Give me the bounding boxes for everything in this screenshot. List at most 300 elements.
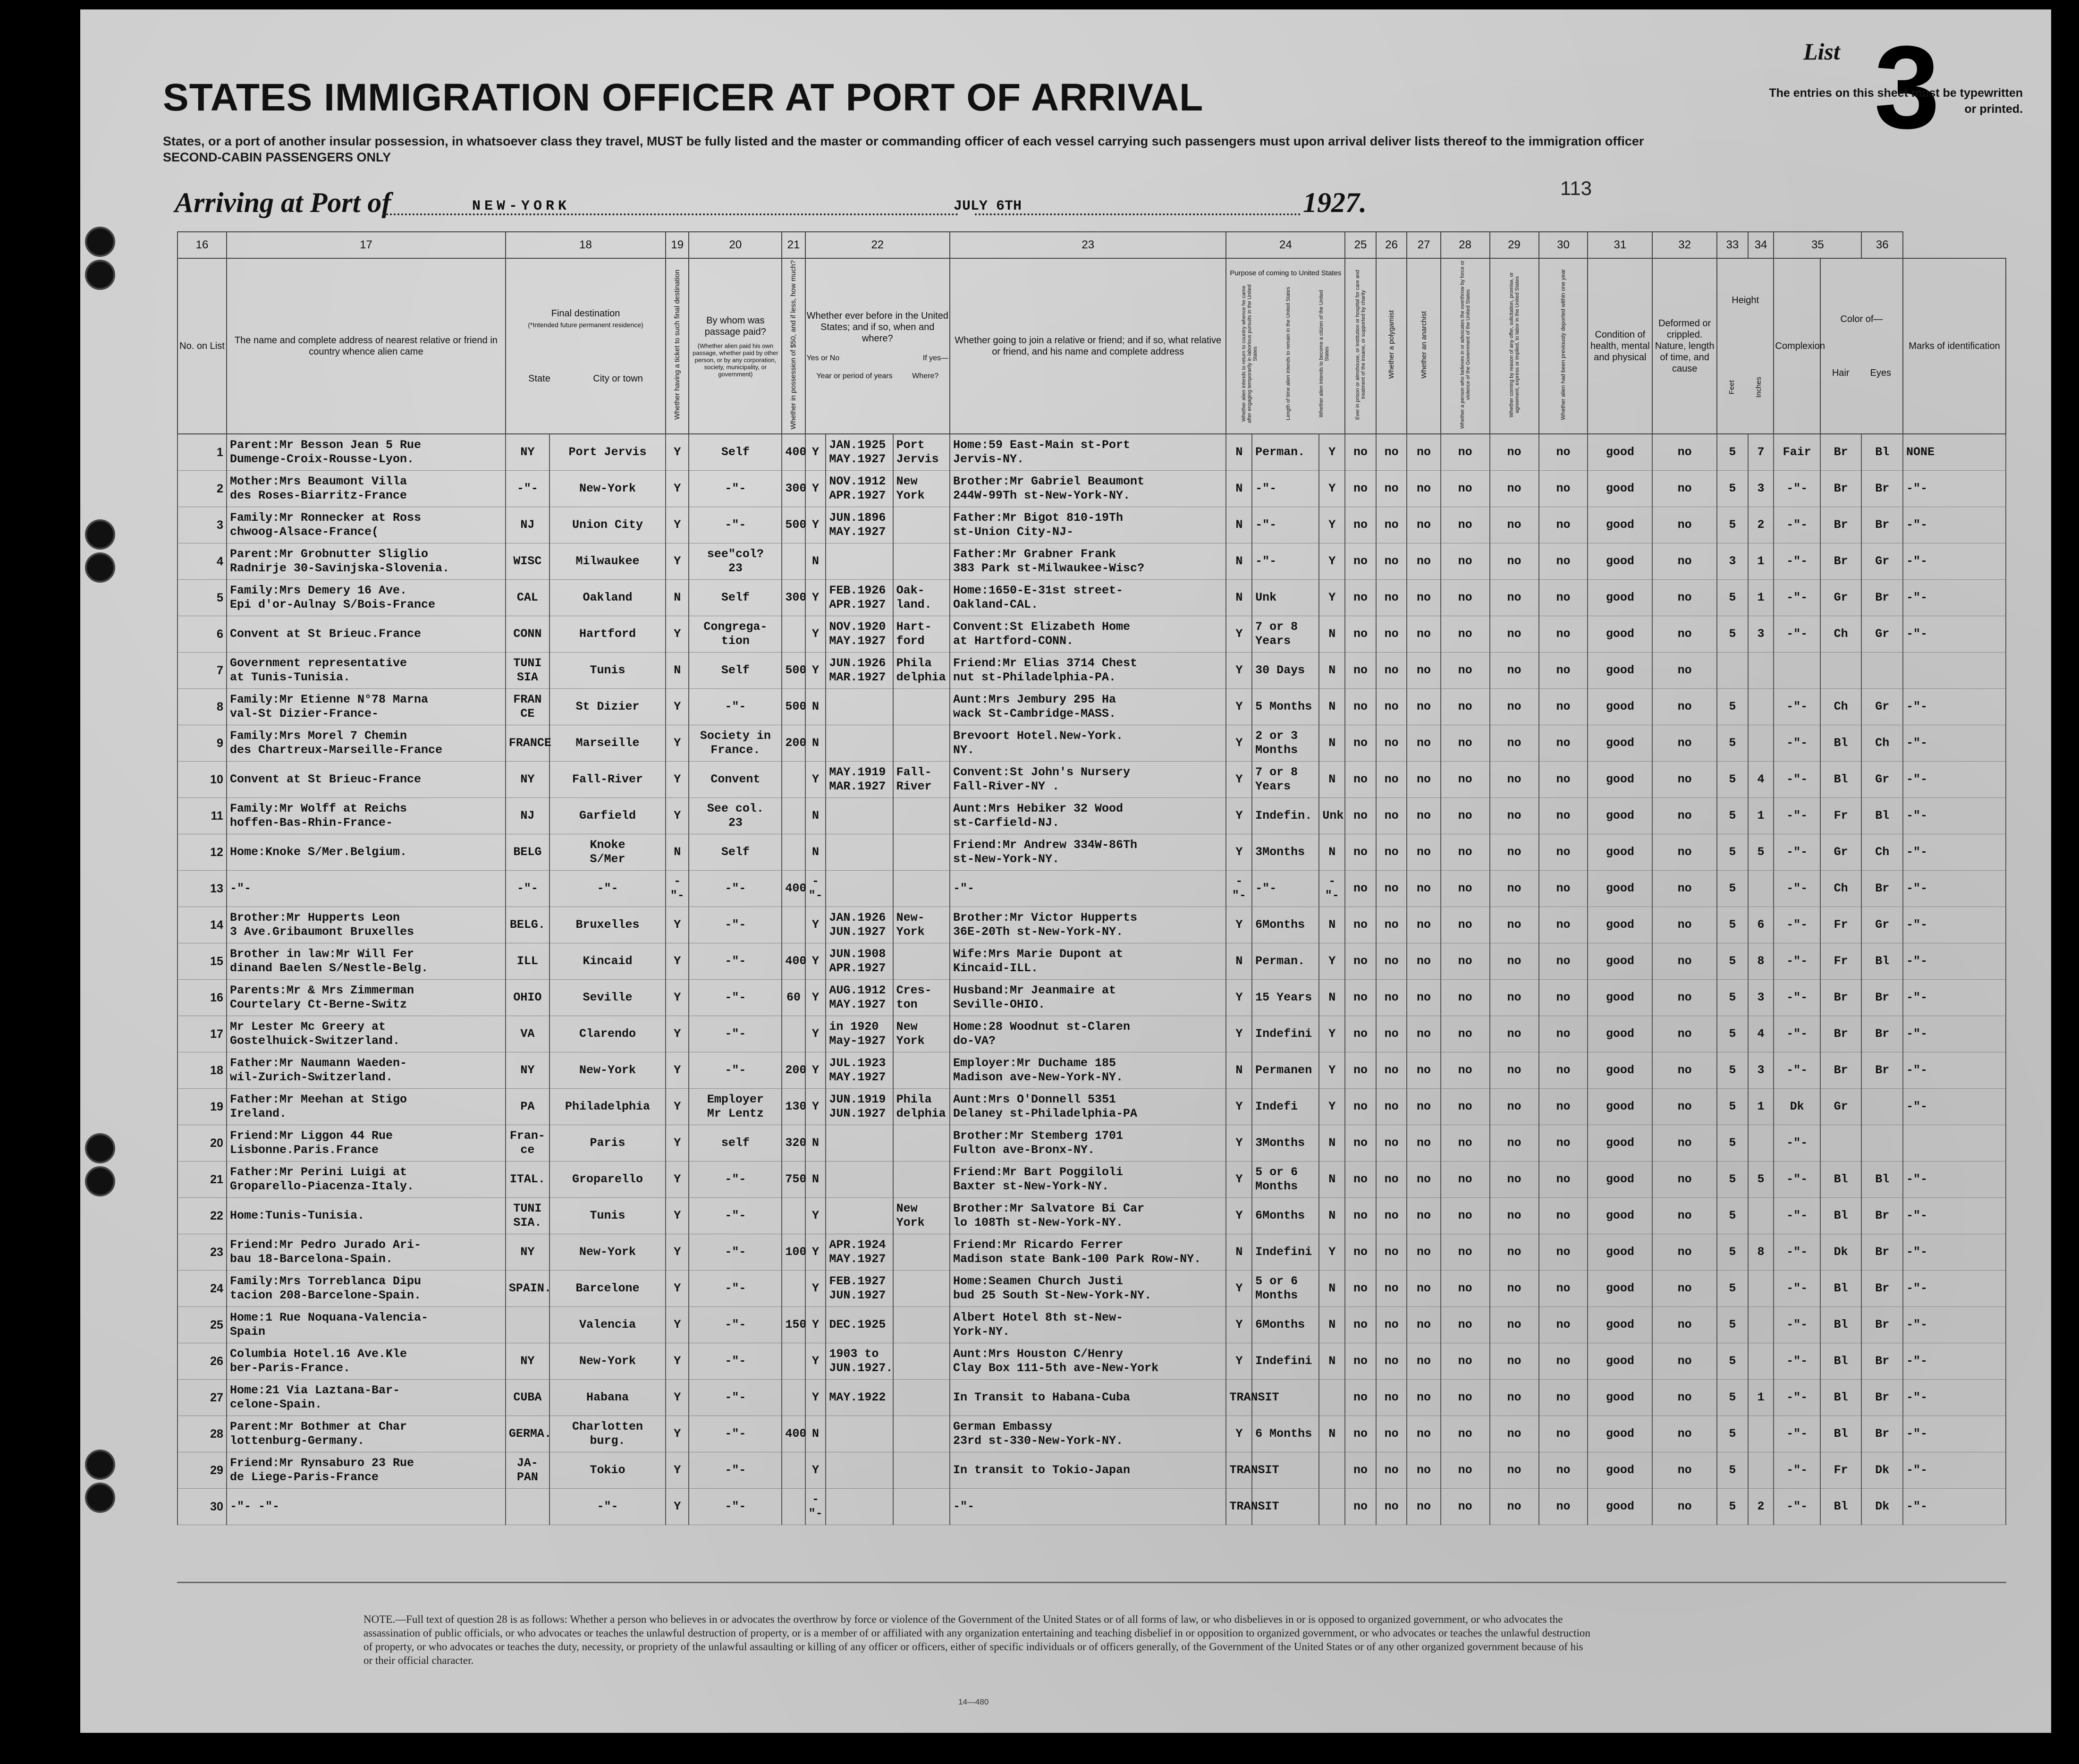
cell-in: 1 xyxy=(1748,1088,1774,1125)
header-before-us xyxy=(805,258,950,434)
cell-q28: no xyxy=(1441,652,1490,688)
cell-joining: Home:Seamen Church Justi bud 25 South St-New-York-NY. xyxy=(950,1270,1226,1306)
cell-joining: Wife:Mrs Marie Dupont at Kincaid-ILL. xyxy=(950,943,1226,979)
cell-city: Seville xyxy=(549,979,666,1016)
cell-q26: no xyxy=(1376,470,1407,507)
cell-q25: no xyxy=(1345,434,1376,470)
cell-p3: N xyxy=(1319,1416,1345,1452)
cell-p1: Y xyxy=(1226,907,1252,943)
cell-yn: Y xyxy=(805,979,826,1016)
cell-ticket: Y xyxy=(666,1343,689,1379)
cell-q30: no xyxy=(1539,1234,1588,1270)
list-note: The entries on this sheet must be typewritten or printed. xyxy=(1769,86,2023,116)
cell-q26: no xyxy=(1376,543,1407,579)
cell-ticket: Y xyxy=(666,1016,689,1052)
cell-eyes: Br xyxy=(1861,1270,1903,1306)
cell-q27: no xyxy=(1407,470,1440,507)
cell-q30: no xyxy=(1539,870,1588,907)
cell-no: 3 xyxy=(177,507,227,543)
cell-p1: N xyxy=(1226,579,1252,616)
cell-q30: no xyxy=(1539,1016,1588,1052)
cell-joining: Home:28 Woodnut st-Claren do-VA? xyxy=(950,1016,1226,1052)
cell-p3: N xyxy=(1319,761,1345,797)
cell-p3: N xyxy=(1319,688,1345,725)
cell-hair: Bl xyxy=(1820,1488,1862,1525)
cell-q28: no xyxy=(1441,1234,1490,1270)
cell-health: good xyxy=(1588,1270,1652,1306)
cell-q28: no xyxy=(1441,507,1490,543)
cell-joining: Father:Mr Bigot 810-19Th st-Union City-NJ- xyxy=(950,507,1226,543)
cell-ticket: Y xyxy=(666,979,689,1016)
cell-comp: -"- xyxy=(1774,943,1820,979)
cell-yn: Y xyxy=(805,434,826,470)
cell-hair: Ch xyxy=(1820,616,1862,652)
cell-marks: -"- xyxy=(1903,1379,2006,1416)
cell-q28: no xyxy=(1441,1052,1490,1088)
cell-q29: no xyxy=(1490,1452,1539,1488)
cell-marks: -"- xyxy=(1903,688,2006,725)
cell-p3 xyxy=(1319,1452,1345,1488)
cell-q26: no xyxy=(1376,1052,1407,1088)
cell-eyes: Dk xyxy=(1861,1488,1903,1525)
header-q28-text: Whether a person who believes in or advocates the overthrow by force or violence of the Government of the United States xyxy=(1459,260,1471,429)
cell-q27: no xyxy=(1407,725,1440,761)
cell-where xyxy=(893,834,950,870)
cell-p1: N xyxy=(1226,543,1252,579)
cell-q28: no xyxy=(1441,725,1490,761)
cell-health: good xyxy=(1588,543,1652,579)
cell-q26: no xyxy=(1376,434,1407,470)
footer-divider xyxy=(177,1582,2006,1583)
cell-marks: -"- xyxy=(1903,907,2006,943)
cell-city: Groparello xyxy=(549,1161,666,1197)
cell-q26: no xyxy=(1376,870,1407,907)
cell-joining: Friend:Mr Bart Poggiloli Baxter st-New-York-NY. xyxy=(950,1161,1226,1197)
cell-q25: no xyxy=(1345,1488,1376,1525)
cell-q29: no xyxy=(1490,1306,1539,1343)
cell-deformed: no xyxy=(1652,943,1717,979)
cell-years: in 1920 May-1927 xyxy=(826,1016,893,1052)
cell-city: Union City xyxy=(549,507,666,543)
header-paid-by-title: By whom was passage paid? xyxy=(704,315,766,337)
cell-money: 750 xyxy=(782,1161,805,1197)
cell-relative: Parents:Mr & Mrs Zimmerman Courtelary Ct-Berne-Switz xyxy=(227,979,506,1016)
cell-ft xyxy=(1717,652,1748,688)
cell-q27: no xyxy=(1407,1270,1440,1306)
cell-eyes: Br xyxy=(1861,1052,1903,1088)
cell-deformed: no xyxy=(1652,579,1717,616)
cell-hair: Gr xyxy=(1820,579,1862,616)
cell-joining: Home:1650-E-31st street- Oakland-CAL. xyxy=(950,579,1226,616)
cell-paid: -"- xyxy=(689,470,782,507)
cell-p2: 6 Months xyxy=(1252,1416,1319,1452)
cell-yn: Y xyxy=(805,507,826,543)
cell-no: 5 xyxy=(177,579,227,616)
header-q28 xyxy=(1441,258,1490,434)
cell-hair: Bl xyxy=(1820,1270,1862,1306)
cell-q30: no xyxy=(1539,1088,1588,1125)
cell-marks: NONE xyxy=(1903,434,2006,470)
cell-q28: no xyxy=(1441,543,1490,579)
cell-eyes: Br xyxy=(1861,507,1903,543)
cell-q28: no xyxy=(1441,470,1490,507)
cell-q28: no xyxy=(1441,1306,1490,1343)
cell-yn: Y xyxy=(805,470,826,507)
cell-paid: -"- xyxy=(689,1379,782,1416)
table-row xyxy=(177,725,2006,761)
cell-where xyxy=(893,1125,950,1161)
cell-p1: N xyxy=(1226,1052,1252,1088)
col-num: 23 xyxy=(950,232,1226,258)
cell-p1: Y xyxy=(1226,1125,1252,1161)
cell-q27: no xyxy=(1407,652,1440,688)
cell-ft: 5 xyxy=(1717,1052,1748,1088)
header-instructions xyxy=(163,133,1886,165)
header-purpose-b: Length of time alien intends to remain in the United States xyxy=(1285,287,1292,421)
cell-comp: -"- xyxy=(1774,1488,1820,1525)
cell-q25: no xyxy=(1345,1343,1376,1379)
cell-paid: Society in France. xyxy=(689,725,782,761)
cell-deformed: no xyxy=(1652,470,1717,507)
cell-where xyxy=(893,688,950,725)
cell-where: Oak- land. xyxy=(893,579,950,616)
cell-marks: -"- xyxy=(1903,543,2006,579)
cell-paid: -"- xyxy=(689,1416,782,1452)
cell-years xyxy=(826,1197,893,1234)
cell-no: 23 xyxy=(177,1234,227,1270)
cell-relative: Convent at St Brieuc.France xyxy=(227,616,506,652)
cell-q27: no xyxy=(1407,616,1440,652)
cell-state: BELG. xyxy=(506,907,549,943)
cell-relative: Friend:Mr Pedro Jurado Ari- bau 18-Barcelona-Spain. xyxy=(227,1234,506,1270)
cell-q25: no xyxy=(1345,688,1376,725)
cell-city: Charlotten burg. xyxy=(549,1416,666,1452)
cell-state: NY xyxy=(506,1052,549,1088)
cell-eyes: Bl xyxy=(1861,434,1903,470)
header-paid-by xyxy=(689,258,782,434)
cell-paid: -"- xyxy=(689,1197,782,1234)
cell-q28: no xyxy=(1441,1016,1490,1052)
cell-state: NY xyxy=(506,1234,549,1270)
cell-p3: N xyxy=(1319,1161,1345,1197)
cell-state: NY xyxy=(506,1343,549,1379)
cell-eyes: Br xyxy=(1861,1234,1903,1270)
cell-where xyxy=(893,1379,950,1416)
cell-no: 21 xyxy=(177,1161,227,1197)
cell-yn: Y xyxy=(805,907,826,943)
cell-where xyxy=(893,797,950,834)
cell-p3: N xyxy=(1319,1125,1345,1161)
cell-q29: no xyxy=(1490,797,1539,834)
header-final-destination-note: (*Intended future permanent residence) xyxy=(528,321,643,329)
cell-city: New-York xyxy=(549,1343,666,1379)
cell-ft: 5 xyxy=(1717,1016,1748,1052)
cell-money: 400 xyxy=(782,943,805,979)
cell-yn: Y xyxy=(805,616,826,652)
cell-p1: Y xyxy=(1226,1016,1252,1052)
cell-paid: Self xyxy=(689,834,782,870)
cell-q26: no xyxy=(1376,979,1407,1016)
table-row xyxy=(177,1052,2006,1088)
cell-health: good xyxy=(1588,1016,1652,1052)
cell-ft: 5 xyxy=(1717,761,1748,797)
page-number: 113 xyxy=(1560,177,1592,199)
header-contract-text: Whether coming by reason of any offer, solicitation, promise, or agreement, express or implied, to labor in the United States xyxy=(1508,272,1520,417)
cell-years xyxy=(826,1125,893,1161)
cell-where xyxy=(893,543,950,579)
cell-yn: Y xyxy=(805,1306,826,1343)
cell-ticket: Y xyxy=(666,434,689,470)
cell-q28: no xyxy=(1441,907,1490,943)
cell-p2: 6Months xyxy=(1252,1197,1319,1234)
cell-q28: no xyxy=(1441,1452,1490,1488)
cell-q25: no xyxy=(1345,1270,1376,1306)
cell-years xyxy=(826,1488,893,1525)
cell-q25: no xyxy=(1345,1052,1376,1088)
cell-q26: no xyxy=(1376,652,1407,688)
manifest-table xyxy=(177,231,2006,1520)
col-num: 31 xyxy=(1588,232,1652,258)
cell-ticket: Y xyxy=(666,1161,689,1197)
cell-yn: Y xyxy=(805,1052,826,1088)
col-num: 35 xyxy=(1774,232,1861,258)
cell-q27: no xyxy=(1407,1379,1440,1416)
cell-in: 3 xyxy=(1748,470,1774,507)
cell-p2: Permanen xyxy=(1252,1052,1319,1088)
cell-where xyxy=(893,1234,950,1270)
cell-p2: 6Months xyxy=(1252,907,1319,943)
cell-no: 6 xyxy=(177,616,227,652)
cell-relative: Convent at St Brieuc-France xyxy=(227,761,506,797)
cell-money: 130 xyxy=(782,1088,805,1125)
cell-hair: Br xyxy=(1820,543,1862,579)
cell-eyes: Bl xyxy=(1861,943,1903,979)
cell-hair: Gr xyxy=(1820,834,1862,870)
cell-where: Phila delphia xyxy=(893,1088,950,1125)
cell-hair: Br xyxy=(1820,470,1862,507)
cell-money xyxy=(782,1016,805,1052)
header-eyes: Eyes xyxy=(1870,368,1891,378)
cell-q28: no xyxy=(1441,1379,1490,1416)
cell-p1: Y xyxy=(1226,652,1252,688)
cell-hair: Dk xyxy=(1820,1234,1862,1270)
cell-ft: 5 xyxy=(1717,943,1748,979)
cell-deformed: no xyxy=(1652,907,1717,943)
cell-deformed: no xyxy=(1652,652,1717,688)
cell-where: New York xyxy=(893,1016,950,1052)
cell-where: New York xyxy=(893,1197,950,1234)
cell-ft: 5 xyxy=(1717,725,1748,761)
cell-deformed: no xyxy=(1652,543,1717,579)
cell-years: JUN.1896 MAY.1927 xyxy=(826,507,893,543)
cell-health: good xyxy=(1588,1488,1652,1525)
cell-relative: Father:Mr Naumann Waeden- wil-Zurich-Switzerland. xyxy=(227,1052,506,1088)
cell-q26: no xyxy=(1376,1452,1407,1488)
cell-hair: Gr xyxy=(1820,1088,1862,1125)
cell-p2: 3Months xyxy=(1252,834,1319,870)
cell-ft: 5 xyxy=(1717,1197,1748,1234)
cell-years xyxy=(826,1416,893,1452)
cell-p2: Indefini xyxy=(1252,1016,1319,1052)
cell-paid: -"- xyxy=(689,979,782,1016)
header-polygamist xyxy=(1376,258,1407,434)
cell-hair: Fr xyxy=(1820,1452,1862,1488)
cell-state: NY xyxy=(506,434,549,470)
cell-ft: 5 xyxy=(1717,834,1748,870)
cell-health: good xyxy=(1588,579,1652,616)
cell-years: JUN.1919 JUN.1927 xyxy=(826,1088,893,1125)
cell-relative: Father:Mr Perini Luigi at Groparello-Piacenza-Italy. xyxy=(227,1161,506,1197)
cell-p2: Perman. xyxy=(1252,943,1319,979)
header-ticket xyxy=(666,258,689,434)
cell-state: VA xyxy=(506,1016,549,1052)
cell-q29: no xyxy=(1490,470,1539,507)
cell-no: 12 xyxy=(177,834,227,870)
cell-comp: -"- xyxy=(1774,1343,1820,1379)
cell-q30: no xyxy=(1539,1270,1588,1306)
cell-relative: Home:21 Via Laztana-Bar- celone-Spain. xyxy=(227,1379,506,1416)
cell-marks: -"- xyxy=(1903,507,2006,543)
cell-q28: no xyxy=(1441,943,1490,979)
table-row xyxy=(177,652,2006,688)
cell-ft: 5 xyxy=(1717,1161,1748,1197)
header-where: Where? xyxy=(912,372,939,380)
table-row xyxy=(177,579,2006,616)
cell-q29: no xyxy=(1490,1088,1539,1125)
cell-q26: no xyxy=(1376,688,1407,725)
cell-city: New-York xyxy=(549,470,666,507)
cell-ticket: -"- xyxy=(666,870,689,907)
cell-deformed: no xyxy=(1652,1125,1717,1161)
cell-yn: N xyxy=(805,543,826,579)
cell-joining: Aunt:Mrs Hebiker 32 Wood st-Carfield-NJ. xyxy=(950,797,1226,834)
cell-marks: -"- xyxy=(1903,1270,2006,1306)
cell-p2: 7 or 8 Years xyxy=(1252,616,1319,652)
cell-money xyxy=(782,797,805,834)
cell-q30: no xyxy=(1539,579,1588,616)
cell-ticket: Y xyxy=(666,907,689,943)
cell-no: 20 xyxy=(177,1125,227,1161)
punch-hole-icon xyxy=(85,1450,115,1480)
cell-yn: Y xyxy=(805,579,826,616)
port-fill-line xyxy=(382,213,958,215)
cell-q25: no xyxy=(1345,507,1376,543)
cell-health: good xyxy=(1588,834,1652,870)
cell-p1: N xyxy=(1226,943,1252,979)
cell-hair: Bl xyxy=(1820,1161,1862,1197)
cell-p2: Indefin. xyxy=(1252,797,1319,834)
cell-q25: no xyxy=(1345,652,1376,688)
cell-q26: no xyxy=(1376,1488,1407,1525)
cell-joining: Husband:Mr Jeanmaire at Seville-OHIO. xyxy=(950,979,1226,1016)
cell-p3: N xyxy=(1319,979,1345,1016)
col-num: 29 xyxy=(1490,232,1539,258)
cell-p3: Y xyxy=(1319,470,1345,507)
cell-eyes: Br xyxy=(1861,470,1903,507)
cell-q26: no xyxy=(1376,834,1407,870)
cell-hair: Br xyxy=(1820,979,1862,1016)
cell-state: GERMA. xyxy=(506,1416,549,1452)
cell-p1: N xyxy=(1226,507,1252,543)
cell-comp: -"- xyxy=(1774,1270,1820,1306)
table-row xyxy=(177,1197,2006,1234)
cell-no: 29 xyxy=(177,1452,227,1488)
cell-hair: Br xyxy=(1820,1016,1862,1052)
cell-marks: -"- xyxy=(1903,1088,2006,1125)
cell-deformed: no xyxy=(1652,1452,1717,1488)
cell-q25: no xyxy=(1345,725,1376,761)
cell-state: BELG xyxy=(506,834,549,870)
cell-ft: 3 xyxy=(1717,543,1748,579)
cell-joining: Friend:Mr Ricardo Ferrer Madison state Bank-100 Park Row-NY. xyxy=(950,1234,1226,1270)
cell-q25: no xyxy=(1345,1197,1376,1234)
cell-in xyxy=(1748,1125,1774,1161)
cell-state: OHIO xyxy=(506,979,549,1016)
cell-marks: -"- xyxy=(1903,761,2006,797)
cell-q25: no xyxy=(1345,1452,1376,1488)
cell-health: good xyxy=(1588,1125,1652,1161)
cell-comp: -"- xyxy=(1774,507,1820,543)
cell-ticket: Y xyxy=(666,1052,689,1088)
cell-money: 300 xyxy=(782,470,805,507)
cell-p2: -"- xyxy=(1252,470,1319,507)
cell-health: good xyxy=(1588,616,1652,652)
cell-hair: Fr xyxy=(1820,943,1862,979)
cell-q29: no xyxy=(1490,870,1539,907)
cell-marks: -"- xyxy=(1903,470,2006,507)
cell-yn: N xyxy=(805,688,826,725)
cell-q28: no xyxy=(1441,797,1490,834)
cell-no: 27 xyxy=(177,1379,227,1416)
table-row xyxy=(177,979,2006,1016)
header-color-of xyxy=(1820,258,1903,434)
header-purpose-subcols xyxy=(1227,283,1344,424)
cell-comp xyxy=(1774,652,1820,688)
cell-where: Cres- ton xyxy=(893,979,950,1016)
cell-years: NOV.1912 APR.1927 xyxy=(826,470,893,507)
punch-hole-icon xyxy=(85,552,115,583)
cell-yn: Y xyxy=(805,1270,826,1306)
table-row xyxy=(177,616,2006,652)
cell-p1: Y xyxy=(1226,797,1252,834)
cell-city: St Dizier xyxy=(549,688,666,725)
cell-years xyxy=(826,870,893,907)
cell-ft: 5 xyxy=(1717,979,1748,1016)
cell-joining: Brevoort Hotel.New-York. NY. xyxy=(950,725,1226,761)
cell-yn: N xyxy=(805,725,826,761)
cell-ft: 5 xyxy=(1717,1379,1748,1416)
cell-no: 17 xyxy=(177,1016,227,1052)
header-health: Condition of health, mental and physical xyxy=(1588,258,1652,434)
footer-note: NOTE.—Full text of question 28 is as follows: Whether a person who believes in or advocates the overthrow by force or violence of the Government of the United States or of all forms of law, or who disbelieves in or is opposed to organized government, or who advocates the assassination of public officials, or who advocates or teaches the unlawful destruction of property, or is a member of or affiliated with any organization entertaining and teaching disbelief in or opposition to organized government, or who advocates or teaches the unlawful destruction of property, or who advocates or teaches the duty, necessity, or propriety of the unlawful assaulting or killing of any officer or officers, either of specific individuals or of officers generally, of the Government of the United States or of any other organized government because of his or their official character. xyxy=(363,1613,1590,1666)
cell-deformed: no xyxy=(1652,434,1717,470)
cell-ft: 5 xyxy=(1717,1343,1748,1379)
cell-paid: -"- xyxy=(689,1452,782,1488)
cell-p2: 5 or 6 Months xyxy=(1252,1161,1319,1197)
cell-hair: Bl xyxy=(1820,1306,1862,1343)
cell-yn: -"- xyxy=(805,870,826,907)
table-row xyxy=(177,1234,2006,1270)
cell-in xyxy=(1748,725,1774,761)
cell-deformed: no xyxy=(1652,1488,1717,1525)
cell-where: New York xyxy=(893,470,950,507)
cell-yn: Y xyxy=(805,652,826,688)
cell-health: good xyxy=(1588,943,1652,979)
cell-q26: no xyxy=(1376,943,1407,979)
cell-hair: Bl xyxy=(1820,1197,1862,1234)
cell-state xyxy=(506,1306,549,1343)
cell-q30: no xyxy=(1539,470,1588,507)
